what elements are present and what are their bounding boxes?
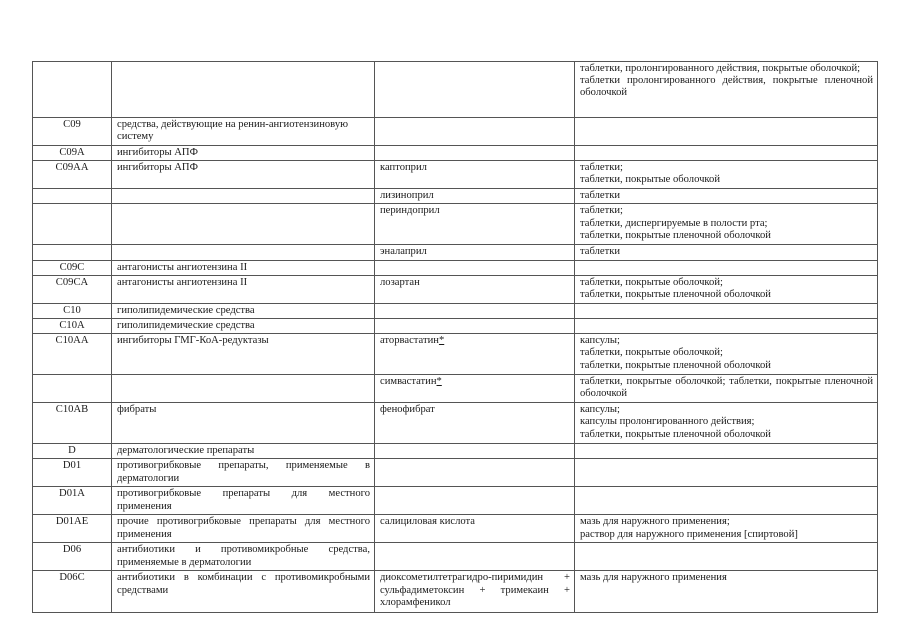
table-row — [33, 543, 878, 571]
inn-cell — [375, 543, 575, 571]
atc-code-cell: C09 — [33, 118, 112, 146]
group-cell: ингибиторы АПФ — [112, 161, 375, 189]
dosage-form: таблетки, покрытые пленочной оболочкой — [580, 428, 771, 440]
dosage-form: капсулы пролонгированного действия; — [580, 416, 755, 428]
dosage-form-cell — [575, 146, 878, 161]
table-row — [33, 444, 878, 459]
group-cell: противогрибковые препараты, применяемые в дерматологии — [112, 459, 375, 487]
dosage-form: таблетки — [580, 190, 621, 202]
dosage-form: таблетки, покрытые пленочной оболочкой — [580, 359, 771, 371]
group-cell: антагонисты ангиотензина II — [112, 260, 375, 275]
dosage-form: таблетки, покрытые оболочкой; таблетки, покрытые пленочной оболочкой — [580, 376, 873, 400]
inn-cell — [375, 487, 575, 515]
group-cell — [112, 204, 375, 245]
inn-cell — [375, 459, 575, 487]
dosage-form-cell — [575, 459, 878, 487]
group-cell: ингибиторы АПФ — [112, 146, 375, 161]
inn-footnote-mark: * — [438, 335, 445, 347]
dosage-form: капсулы; — [580, 335, 620, 347]
inn-cell: салициловая кислота — [375, 515, 575, 543]
atc-code-cell: C10AB — [33, 403, 112, 444]
table-row — [33, 62, 878, 118]
inn-cell — [375, 62, 575, 118]
inn-cell: лизиноприл — [375, 189, 575, 204]
inn-cell: фенофибрат — [375, 403, 575, 444]
inn-name: симвастатин — [380, 376, 437, 388]
table-row — [33, 275, 878, 303]
dosage-form: таблетки, пролонгированного действия, покрытые оболочкой; — [580, 63, 861, 74]
dosage-form-cell — [575, 303, 878, 318]
group-cell — [112, 375, 375, 403]
inn-cell: диоксометилтетрагидро-пиримидин + сульфадиметоксин + тримекаин + хлорамфеникол — [375, 571, 575, 613]
group-cell: гиполипидемические средства — [112, 319, 375, 334]
atc-code-cell: D01A — [33, 487, 112, 515]
group-cell: ингибиторы ГМГ-КоА-редуктазы — [112, 334, 375, 375]
table-row — [33, 161, 878, 189]
atc-code-cell: D06C — [33, 571, 112, 613]
table-row — [33, 571, 878, 613]
table-row — [33, 204, 878, 245]
dosage-form-cell — [575, 189, 878, 204]
inn-cell: каптоприл — [375, 161, 575, 189]
dosage-form: капсулы; — [580, 404, 620, 416]
table-row — [33, 189, 878, 204]
dosage-form: таблетки, покрытые оболочкой — [580, 174, 720, 186]
dosage-form: таблетки, покрытые оболочкой; — [580, 347, 723, 359]
atc-code-cell: C10 — [33, 303, 112, 318]
group-cell: гиполипидемические средства — [112, 303, 375, 318]
dosage-form: мазь для наружного применения — [580, 572, 727, 584]
table-row — [33, 146, 878, 161]
inn-cell — [375, 303, 575, 318]
dosage-form: таблетки, диспергируемые в полости рта; — [580, 217, 768, 229]
inn-name: аторвастатин — [380, 335, 439, 347]
dosage-form-cell — [575, 118, 878, 146]
table-row — [33, 118, 878, 146]
inn-cell — [375, 444, 575, 459]
inn-cell — [375, 375, 575, 403]
atc-code-cell — [33, 204, 112, 245]
table-row — [33, 459, 878, 487]
atc-code-cell: C10A — [33, 319, 112, 334]
atc-code-cell: D06 — [33, 543, 112, 571]
table-row — [33, 403, 878, 444]
dosage-form-cell — [575, 375, 878, 403]
atc-code-cell: D01AE — [33, 515, 112, 543]
atc-code-cell: C09C — [33, 260, 112, 275]
table-row — [33, 260, 878, 275]
dosage-form-cell — [575, 204, 878, 245]
group-cell — [112, 245, 375, 260]
group-cell: фибраты — [112, 403, 375, 444]
dosage-form: таблетки пролонгированного действия, покрытые пленочной оболочкой — [580, 75, 873, 99]
group-cell: антибиотики и противомикробные средства, применяемые в дерматологии — [112, 543, 375, 571]
dosage-form-cell — [575, 543, 878, 571]
dosage-form-cell — [575, 334, 878, 375]
atc-code-cell — [33, 375, 112, 403]
dosage-form-cell — [575, 260, 878, 275]
group-cell — [112, 189, 375, 204]
dosage-form-cell — [575, 571, 878, 613]
dosage-form: таблетки, покрытые пленочной оболочкой — [580, 289, 771, 301]
dosage-form-cell — [575, 275, 878, 303]
drug-list-table — [32, 61, 878, 613]
group-cell: противогрибковые препараты для местного применения — [112, 487, 375, 515]
atc-code-cell: D — [33, 444, 112, 459]
dosage-form-cell — [575, 319, 878, 334]
atc-code-cell: C09CA — [33, 275, 112, 303]
dosage-form: мазь для наружного применения; — [580, 516, 730, 528]
table-row — [33, 334, 878, 375]
group-cell: прочие противогрибковые препараты для местного применения — [112, 515, 375, 543]
atc-code-cell: D01 — [33, 459, 112, 487]
group-cell: дерматологические препараты — [112, 444, 375, 459]
dosage-form-cell — [575, 403, 878, 444]
dosage-form-cell — [575, 515, 878, 543]
dosage-form: таблетки; — [580, 162, 623, 174]
dosage-form: раствор для наружного применения [спиртовой] — [580, 528, 798, 540]
inn-cell: периндоприл — [375, 204, 575, 245]
dosage-form-cell — [575, 161, 878, 189]
table-row — [33, 319, 878, 334]
table-row — [33, 515, 878, 543]
inn-cell: лозартан — [375, 275, 575, 303]
dosage-form-cell — [575, 444, 878, 459]
inn-cell — [375, 260, 575, 275]
dosage-form: таблетки — [580, 246, 621, 258]
dosage-form: таблетки; — [580, 205, 623, 217]
dosage-form-cell — [575, 62, 878, 118]
group-cell: средства, действующие на ренин-ангиотензиновую систему — [112, 118, 375, 146]
inn-cell: эналаприл — [375, 245, 575, 260]
inn-cell — [375, 146, 575, 161]
atc-code-cell — [33, 62, 112, 118]
atc-code-cell: C09A — [33, 146, 112, 161]
inn-cell — [375, 319, 575, 334]
atc-code-cell: C09AA — [33, 161, 112, 189]
dosage-form-cell — [575, 487, 878, 515]
dosage-form: таблетки, покрытые пленочной оболочкой — [580, 229, 771, 241]
inn-footnote-mark: * — [436, 376, 442, 388]
inn-cell — [375, 334, 575, 375]
table-row — [33, 303, 878, 318]
table-row — [33, 487, 878, 515]
table-row — [33, 245, 878, 260]
dosage-form: таблетки, покрытые оболочкой; — [580, 276, 723, 288]
atc-code-cell — [33, 245, 112, 260]
atc-code-cell — [33, 189, 112, 204]
atc-code-cell: C10AA — [33, 334, 112, 375]
group-cell — [112, 62, 375, 118]
group-cell: антагонисты ангиотензина II — [112, 275, 375, 303]
inn-cell — [375, 118, 575, 146]
dosage-form-cell — [575, 245, 878, 260]
group-cell: антибиотики в комбинации с противомикробными средствами — [112, 571, 375, 613]
table-row — [33, 375, 878, 403]
